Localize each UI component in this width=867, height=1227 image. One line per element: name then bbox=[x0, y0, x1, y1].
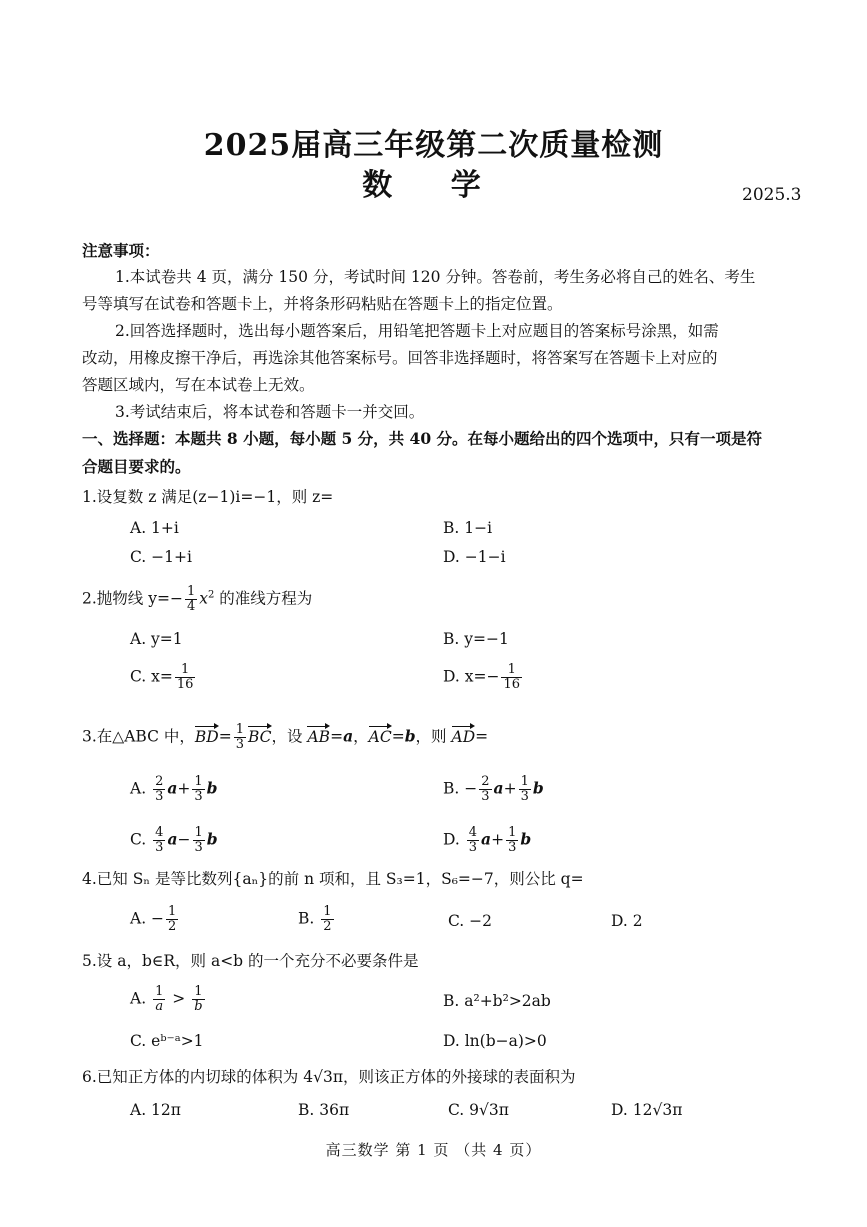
q5-option-a: A. $\frac{1}{a}$ > $\frac{1}{b}$ bbox=[130, 984, 203, 1014]
q1-option-a: A. 1+i bbox=[130, 519, 179, 537]
exam-title: 2025届高三年级第二次质量检测 bbox=[203, 128, 664, 163]
notice-item1-line1: 1.本试卷共 4 页，满分 150 分，考试时间 120 分钟。答卷前，考生务必将自己的姓名、考生 bbox=[115, 268, 756, 286]
q1-option-d: D. −1−i bbox=[443, 548, 506, 566]
q6-stem: 6.已知正方体的内切球的体积为 4√3π，则该正方体的外接球的表面积为 bbox=[82, 1068, 576, 1086]
q1-option-b: B. 1−i bbox=[443, 519, 493, 537]
q2-fraction: $\frac{1}{4}$ bbox=[186, 584, 196, 614]
notice-item2-line3: 答题区域内，写在本试卷上无效。 bbox=[82, 376, 315, 394]
q6-option-a: A. 12π bbox=[130, 1101, 181, 1119]
q5-option-b: B. a²+b²>2ab bbox=[443, 992, 551, 1010]
q2-option-b: B. y=−1 bbox=[443, 630, 509, 648]
q5-option-c: C. eᵇ⁻ᵃ>1 bbox=[130, 1032, 204, 1050]
notice-item2-line2: 改动，用橡皮擦干净后，再选涂其他答案标号。回答非选择题时，将答案写在答题卡上对应的 bbox=[82, 349, 718, 367]
q6-option-c: C. 9√3π bbox=[448, 1101, 509, 1119]
q2-option-d: D. x=− $\frac{1}{16}$ bbox=[443, 662, 520, 692]
notice-heading: 注意事项： bbox=[82, 241, 160, 260]
section1-line1: 一、选择题：本题共 8 小题，每小题 5 分，共 40 分。在每小题给出的四个选项中，只有一项是符 bbox=[82, 429, 763, 448]
q4-option-c: C. −2 bbox=[448, 912, 493, 930]
q1-stem: 1.设复数 z 满足(z−1)i=−1，则 z= bbox=[82, 488, 334, 506]
q6-option-b: B. 36π bbox=[298, 1101, 350, 1119]
q3-option-a: A. $\frac{2}{3}$ a+ $\frac{1}{3}$ b bbox=[130, 774, 218, 804]
q3-stem: 3.在△ABC 中，BD= $\frac{1}{3}$ BC，设 AB=a，AC=b，则 AD= bbox=[82, 722, 489, 752]
q2-option-c: C. x= $\frac{1}{16}$ bbox=[130, 662, 194, 692]
q2-stem-post: 的准线方程为 bbox=[219, 589, 313, 608]
q4-option-a: A. − $\frac{1}{2}$ bbox=[130, 904, 177, 934]
q6-option-d: D. 12√3π bbox=[611, 1101, 683, 1119]
q4-stem: 4.已知 Sₙ 是等比数列{aₙ}的前 n 项和，且 S₃=1，S₆=−7，则公比 q= bbox=[82, 870, 584, 888]
subject-title: 数 学 bbox=[362, 168, 505, 203]
q1-option-c: C. −1+i bbox=[130, 548, 192, 566]
q4-option-d: D. 2 bbox=[611, 912, 643, 930]
q3-option-d: D. $\frac{4}{3}$ a+ $\frac{1}{3}$ b bbox=[443, 825, 532, 855]
q5-option-d: D. ln(b−a)>0 bbox=[443, 1032, 547, 1050]
q5-stem: 5.设 a，b∈R，则 a<b 的一个充分不必要条件是 bbox=[82, 952, 419, 970]
q4-option-b: B. $\frac{1}{2}$ bbox=[298, 904, 332, 934]
q2-stem: 2.抛物线 y=− $\frac{1}{4}$ $x^2$ 的准线方程为 bbox=[82, 584, 313, 614]
notice-item2-line1: 2.回答选择题时，选出每小题答案后，用铅笔把答题卡上对应题目的答案标号涂黑，如需 bbox=[115, 322, 719, 340]
q2-option-a: A. y=1 bbox=[130, 630, 183, 648]
q3-option-b: B. − $\frac{2}{3}$ a+ $\frac{1}{3}$ b bbox=[443, 774, 544, 804]
q3-option-c: C. $\frac{4}{3}$ a− $\frac{1}{3}$ b bbox=[130, 825, 218, 855]
section1-line2: 合题目要求的。 bbox=[82, 457, 191, 476]
notice-item3: 3.考试结束后，将本试卷和答题卡一并交回。 bbox=[115, 403, 425, 421]
q2-stem-pre: 2.抛物线 y=− bbox=[82, 589, 183, 608]
notice-item1-line2: 号等填写在试卷和答题卡上，并将条形码粘贴在答题卡上的指定位置。 bbox=[82, 295, 563, 313]
exam-date: 2025.3 bbox=[742, 185, 802, 205]
page-footer: 高三数学 第 1 页 （共 4 页） bbox=[325, 1141, 542, 1159]
